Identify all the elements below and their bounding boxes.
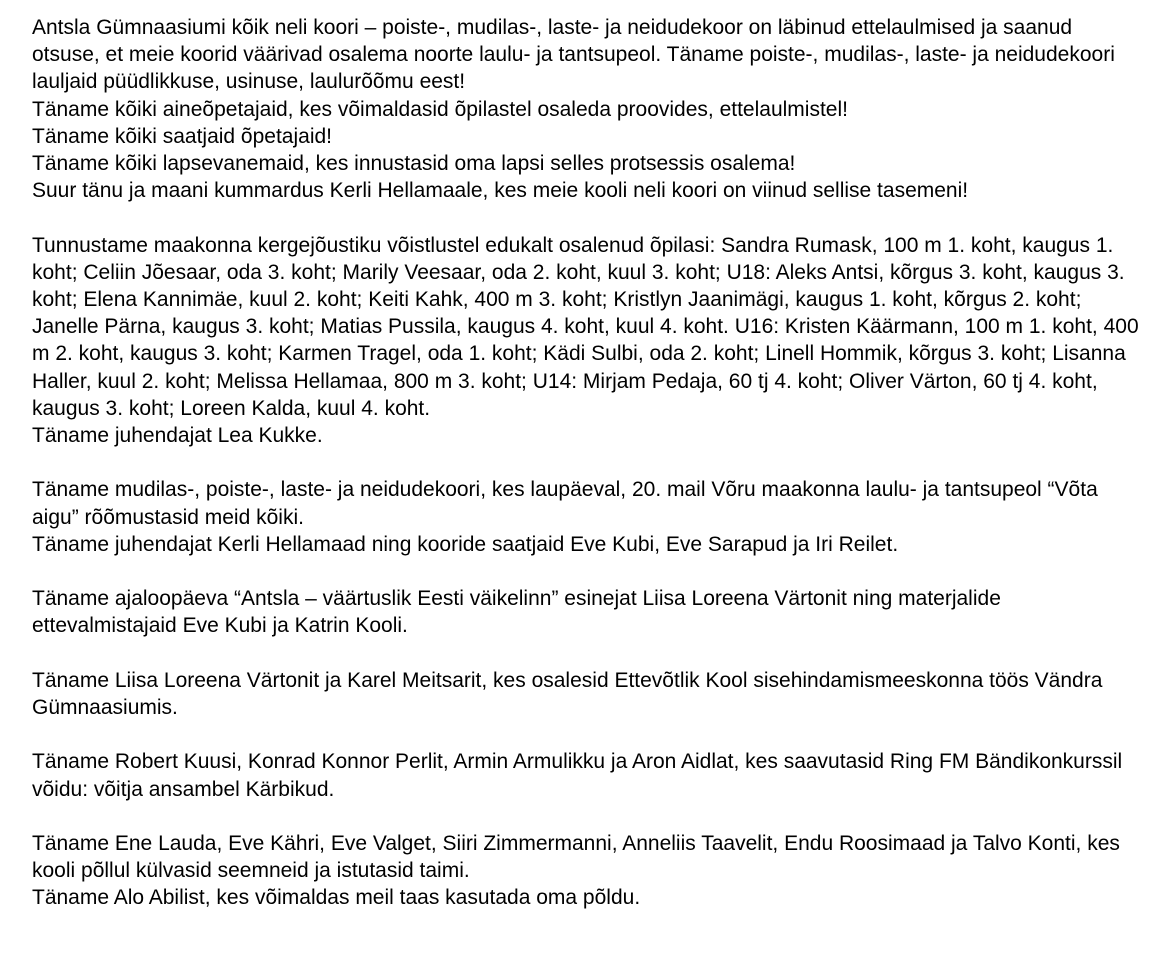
paragraph-athletics (32, 232, 1144, 450)
paragraph-song-festival (32, 476, 1144, 558)
paragraph-line: Täname kõiki lapsevanemaid, kes innustasid oma lapsi selles protsessis osalema! (32, 152, 796, 176)
paragraph-line: Täname juhendajat Lea Kukke. (32, 424, 323, 448)
paragraph-choirs (32, 14, 1144, 204)
paragraph-line: Täname kõiki aineõpetajaid, kes võimaldasid õpilastel osaleda proovides, ettelaulmistel! (32, 97, 848, 121)
paragraph-line: Täname Alo Abilist, kes võimaldas meil taas kasutada oma põldu. (32, 886, 641, 910)
paragraph-line: Täname juhendajat Kerli Hellamaad ning kooride saatjaid Eve Kubi, Eve Sarapud ja Iri Reilet. (32, 532, 899, 556)
paragraph-line: Tunnustame maakonna kergejõustiku võistlustel edukalt osalenud õpilasi: Sandra Rumask, 100 m 1. koht, kaugus 1. koht; Celiin Jõesaar, oda 3. koht; Marily Veesaar, oda 2. koht, kuul 3. koht; U18: Aleks Antsi, kõrgus 3. koht, kaugus 3. koht; Elena Kannimäe, kuul 2. koht; Keiti Kahk, 400 m 3. koht; Kristlyn Jaanimägi, kaugus 1. koht, kõrgus 2. koht; Janelle Pärna, kaugus 3. koht; Matias Pussila, kaugus 4. koht, kuul 4. koht. U16: Kristen Käärmann, 100 m 1. koht, 400 m 2. koht, kaugus 3. koht; Karmen Tragel, oda 1. koht; Kädi Sulbi, oda 2. koht; Linell Hommik, kõrgus 3. koht; Lisanna Haller, kuul 2. koht; Melissa Hellamaa, 800 m 3. koht; U14: Mirjam Pedaja, 60 tj 4. koht; Oliver Värton, 60 tj 4. koht, kaugus 3. koht; Loreen Kalda, kuul 4. koht. (32, 233, 1145, 420)
paragraph-line: Täname Ene Lauda, Eve Kähri, Eve Valget, Siiri Zimmermanni, Anneliis Taavelit, Endu Roosimaad ja Talvo Konti, kes kooli põllul külvasid seemneid ja istutasid taimi. (32, 832, 1126, 883)
paragraph-history-day (32, 585, 1144, 639)
paragraph-line: Täname ajaloopäeva “Antsla – väärtuslik Eesti väikelinn” esinejat Liisa Loreena Värtonit ning materjalide ettevalmistajaid Eve Kubi ja Katrin Kooli. (32, 587, 1007, 638)
paragraph-line: Täname Liisa Loreena Värtonit ja Karel Meitsarit, kes osalesid Ettevõtlik Kool sisehindamismeeskonna töös Vändra Gümnaasiumis. (32, 668, 1109, 720)
paragraph-school-field (32, 830, 1144, 912)
paragraph-line: Täname Robert Kuusi, Konrad Konnor Perlit, Armin Armulikku ja Aron Aidlat, kes saavutasid Ring FM Bändikonkurssil võidu: võitja ansambel Kärbikud. (32, 750, 1129, 801)
paragraph-line: Täname kõiki saatjaid õpetajaid! (32, 124, 333, 148)
document-body (32, 14, 1144, 939)
paragraph-line: Täname mudilas-, poiste-, laste- ja neidudekoori, kes laupäeval, 20. mail Võru maakonna laulu- ja tantsupeol “Võta aigu” rõõmustasid meid kõiki. (32, 478, 1104, 529)
paragraph-line: Antsla Gümnaasiumi kõik neli koori – poiste-, mudilas-, laste- ja neidudekoor on läbinud ettelaulmised ja saanud otsuse, et meie koorid väärivad osalema noorte laulu- ja tantsupeol. Täname poiste-, mudilas-, laste- ja neidudekoori lauljaid püüdlikkuse, usinuse, laulurõõmu eest! (32, 16, 1121, 94)
paragraph-band-contest (32, 748, 1144, 802)
paragraph-line: Suur tänu ja maani kummardus Kerli Hellamaale, kes meie kooli neli koori on viinud sellise tasemeni! (32, 179, 969, 203)
paragraph-entrepreneurial-school (32, 667, 1144, 721)
